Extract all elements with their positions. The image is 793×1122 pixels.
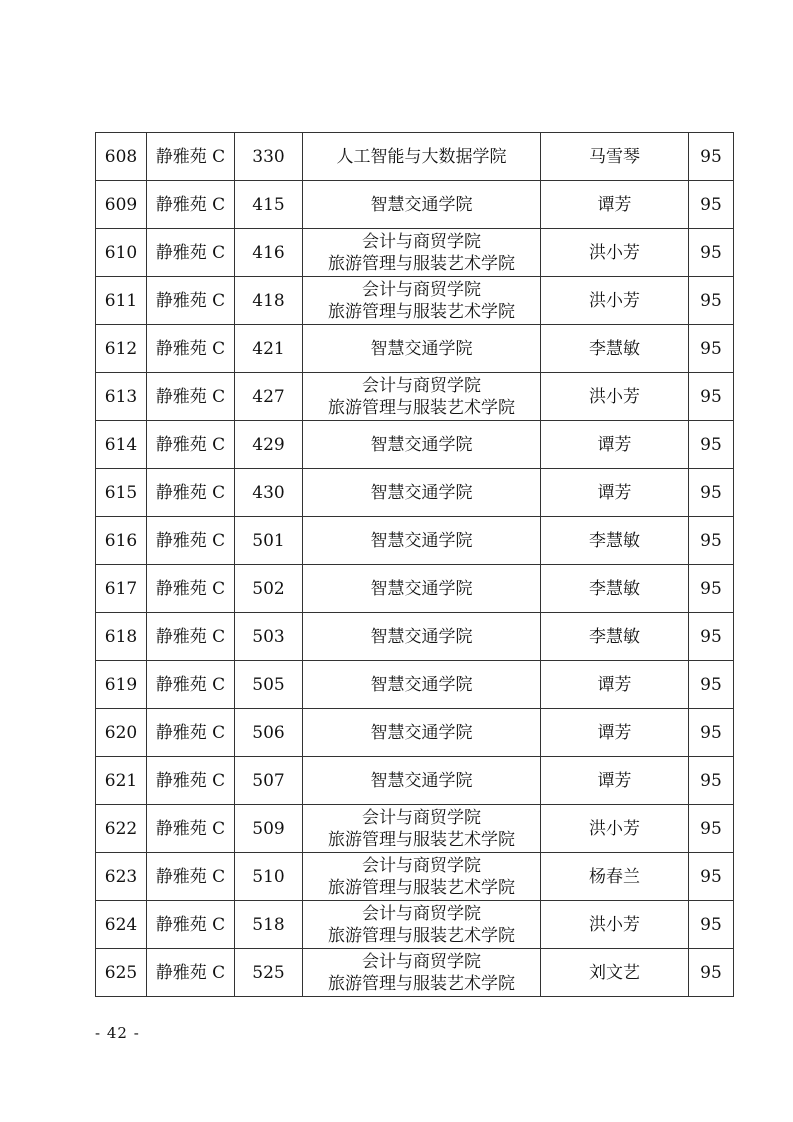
cell-college: [303, 469, 541, 517]
cell-room: 505: [235, 661, 303, 709]
cell-score: 95: [689, 565, 734, 613]
cell-score: 95: [689, 949, 734, 997]
college-name: 旅游管理与服装艺术学院: [328, 973, 515, 994]
cell-college: [303, 133, 541, 181]
cell-teacher: 谭芳: [541, 757, 689, 805]
table-row: [96, 805, 734, 853]
cell-building: 静雅苑 C: [147, 325, 235, 373]
table-body: [96, 133, 734, 997]
cell-college: [303, 517, 541, 565]
table-row: [96, 277, 734, 325]
cell-number: 618: [96, 613, 147, 661]
college-name: 智慧交通学院: [370, 578, 473, 599]
table-row: [96, 853, 734, 901]
table-row: [96, 421, 734, 469]
cell-building: 静雅苑 C: [147, 421, 235, 469]
cell-building: 静雅苑 C: [147, 757, 235, 805]
college-name: 会计与商贸学院: [362, 807, 481, 828]
cell-score: 95: [689, 805, 734, 853]
cell-teacher: 谭芳: [541, 181, 689, 229]
cell-teacher: 洪小芳: [541, 901, 689, 949]
cell-college: [303, 709, 541, 757]
cell-building: 静雅苑 C: [147, 565, 235, 613]
cell-college: [303, 949, 541, 997]
college-name: 会计与商贸学院: [362, 279, 481, 300]
cell-college: [303, 757, 541, 805]
college-name: 旅游管理与服装艺术学院: [328, 925, 515, 946]
cell-score: 95: [689, 853, 734, 901]
cell-college: [303, 277, 541, 325]
cell-number: 625: [96, 949, 147, 997]
college-name: 旅游管理与服装艺术学院: [328, 877, 515, 898]
college-name: 智慧交通学院: [370, 338, 473, 359]
cell-college: [303, 421, 541, 469]
cell-college: [303, 805, 541, 853]
cell-college: [303, 565, 541, 613]
cell-teacher: 洪小芳: [541, 373, 689, 421]
cell-room: 503: [235, 613, 303, 661]
cell-score: 95: [689, 709, 734, 757]
table-row: [96, 469, 734, 517]
cell-room: 418: [235, 277, 303, 325]
cell-college: [303, 661, 541, 709]
cell-room: 502: [235, 565, 303, 613]
cell-building: 静雅苑 C: [147, 133, 235, 181]
cell-room: 525: [235, 949, 303, 997]
dorm-score-table: [95, 132, 734, 997]
cell-teacher: 马雪琴: [541, 133, 689, 181]
cell-number: 616: [96, 517, 147, 565]
cell-score: 95: [689, 517, 734, 565]
cell-building: 静雅苑 C: [147, 373, 235, 421]
cell-room: 510: [235, 853, 303, 901]
cell-college: [303, 901, 541, 949]
college-name: 智慧交通学院: [370, 770, 473, 791]
table-row: [96, 517, 734, 565]
cell-score: 95: [689, 133, 734, 181]
table-row: [96, 181, 734, 229]
cell-teacher: 李慧敏: [541, 565, 689, 613]
cell-teacher: 李慧敏: [541, 517, 689, 565]
cell-teacher: 李慧敏: [541, 613, 689, 661]
cell-number: 612: [96, 325, 147, 373]
cell-room: 507: [235, 757, 303, 805]
table-row: [96, 325, 734, 373]
cell-teacher: 杨春兰: [541, 853, 689, 901]
cell-room: 427: [235, 373, 303, 421]
cell-room: 430: [235, 469, 303, 517]
cell-score: 95: [689, 661, 734, 709]
cell-building: 静雅苑 C: [147, 949, 235, 997]
cell-score: 95: [689, 421, 734, 469]
table-row: [96, 565, 734, 613]
cell-room: 509: [235, 805, 303, 853]
cell-score: 95: [689, 757, 734, 805]
cell-number: 624: [96, 901, 147, 949]
college-name: 会计与商贸学院: [362, 231, 481, 252]
college-name: 人工智能与大数据学院: [336, 146, 507, 167]
cell-number: 611: [96, 277, 147, 325]
cell-building: 静雅苑 C: [147, 469, 235, 517]
table-row: [96, 757, 734, 805]
cell-building: 静雅苑 C: [147, 853, 235, 901]
cell-college: [303, 853, 541, 901]
cell-score: 95: [689, 901, 734, 949]
cell-room: 416: [235, 229, 303, 277]
cell-building: 静雅苑 C: [147, 277, 235, 325]
college-name: 智慧交通学院: [370, 626, 473, 647]
cell-teacher: 洪小芳: [541, 805, 689, 853]
cell-number: 623: [96, 853, 147, 901]
cell-teacher: 洪小芳: [541, 229, 689, 277]
table-row: [96, 661, 734, 709]
cell-room: 506: [235, 709, 303, 757]
college-name: 会计与商贸学院: [362, 855, 481, 876]
cell-teacher: 洪小芳: [541, 277, 689, 325]
college-name: 智慧交通学院: [370, 722, 473, 743]
college-name: 会计与商贸学院: [362, 903, 481, 924]
cell-number: 610: [96, 229, 147, 277]
cell-college: [303, 325, 541, 373]
cell-number: 613: [96, 373, 147, 421]
table-row: [96, 229, 734, 277]
cell-room: 421: [235, 325, 303, 373]
college-name: 智慧交通学院: [370, 434, 473, 455]
college-name: 智慧交通学院: [370, 482, 473, 503]
cell-building: 静雅苑 C: [147, 901, 235, 949]
college-name: 会计与商贸学院: [362, 951, 481, 972]
cell-number: 622: [96, 805, 147, 853]
cell-number: 620: [96, 709, 147, 757]
table-row: [96, 901, 734, 949]
cell-score: 95: [689, 469, 734, 517]
cell-number: 621: [96, 757, 147, 805]
cell-teacher: 谭芳: [541, 661, 689, 709]
cell-score: 95: [689, 277, 734, 325]
cell-teacher: 刘文艺: [541, 949, 689, 997]
college-name: 旅游管理与服装艺术学院: [328, 397, 515, 418]
college-name: 会计与商贸学院: [362, 375, 481, 396]
cell-teacher: 谭芳: [541, 421, 689, 469]
cell-teacher: 李慧敏: [541, 325, 689, 373]
college-name: 旅游管理与服装艺术学院: [328, 253, 515, 274]
cell-building: 静雅苑 C: [147, 517, 235, 565]
page-number: - 42 -: [95, 1024, 140, 1042]
cell-building: 静雅苑 C: [147, 181, 235, 229]
cell-building: 静雅苑 C: [147, 709, 235, 757]
college-name: 智慧交通学院: [370, 530, 473, 551]
cell-room: 429: [235, 421, 303, 469]
cell-number: 617: [96, 565, 147, 613]
cell-number: 615: [96, 469, 147, 517]
cell-college: [303, 613, 541, 661]
cell-number: 609: [96, 181, 147, 229]
college-name: 旅游管理与服装艺术学院: [328, 301, 515, 322]
table-row: [96, 709, 734, 757]
cell-building: 静雅苑 C: [147, 805, 235, 853]
cell-college: [303, 229, 541, 277]
cell-score: 95: [689, 229, 734, 277]
cell-score: 95: [689, 613, 734, 661]
college-name: 旅游管理与服装艺术学院: [328, 829, 515, 850]
table-row: [96, 613, 734, 661]
cell-score: 95: [689, 373, 734, 421]
cell-number: 614: [96, 421, 147, 469]
cell-building: 静雅苑 C: [147, 229, 235, 277]
cell-room: 518: [235, 901, 303, 949]
cell-college: [303, 181, 541, 229]
cell-score: 95: [689, 325, 734, 373]
college-name: 智慧交通学院: [370, 674, 473, 695]
cell-teacher: 谭芳: [541, 469, 689, 517]
table-row: [96, 373, 734, 421]
cell-number: 608: [96, 133, 147, 181]
cell-teacher: 谭芳: [541, 709, 689, 757]
cell-building: 静雅苑 C: [147, 661, 235, 709]
cell-room: 415: [235, 181, 303, 229]
table-row: [96, 949, 734, 997]
table-row: [96, 133, 734, 181]
college-name: 智慧交通学院: [370, 194, 473, 215]
cell-building: 静雅苑 C: [147, 613, 235, 661]
cell-number: 619: [96, 661, 147, 709]
cell-room: 501: [235, 517, 303, 565]
cell-room: 330: [235, 133, 303, 181]
cell-score: 95: [689, 181, 734, 229]
cell-college: [303, 373, 541, 421]
